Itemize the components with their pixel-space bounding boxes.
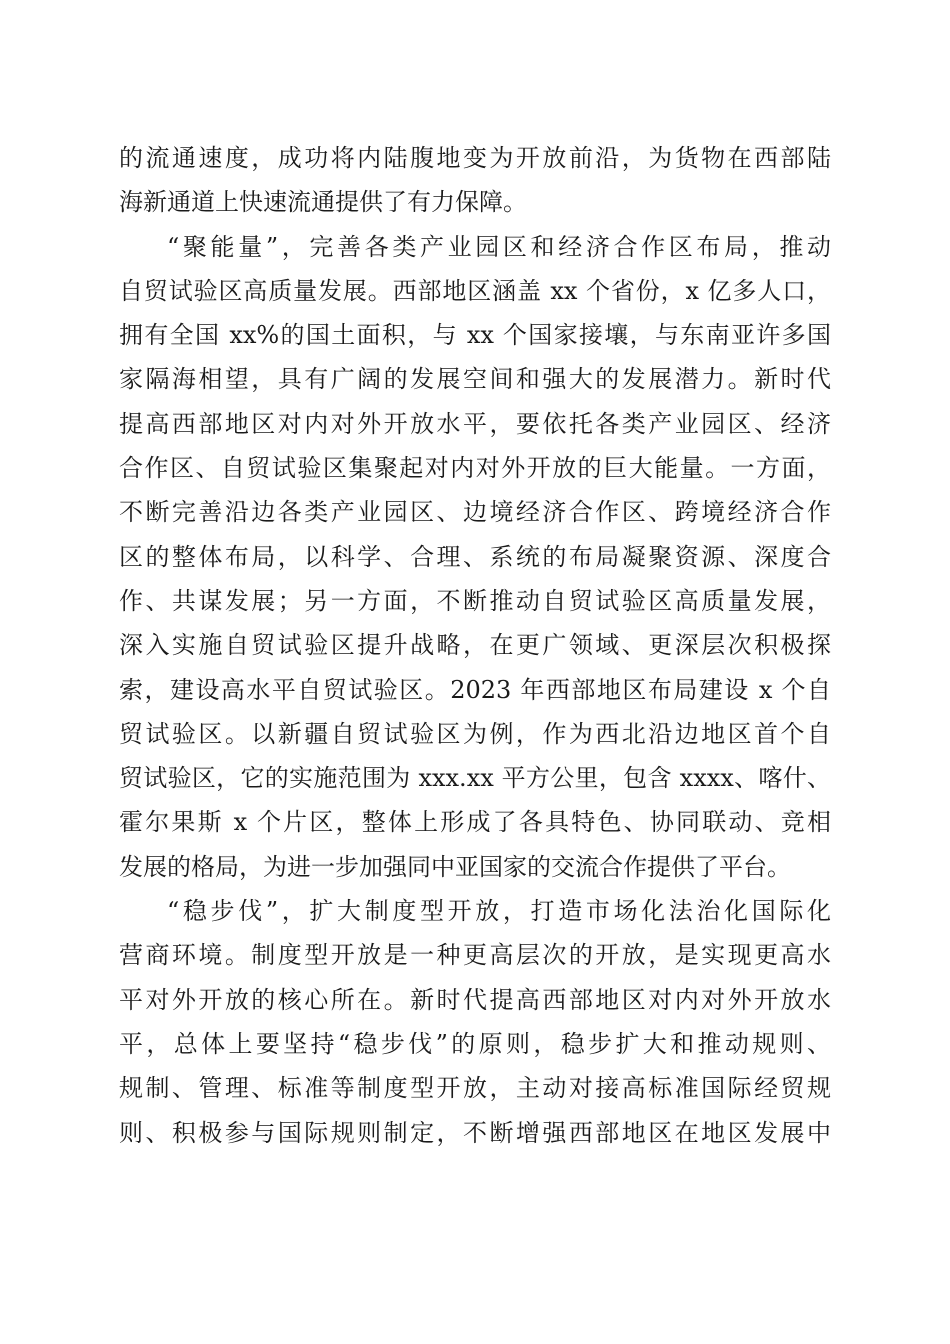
text-line: 作、共谋发展；另一方面，不断推动自贸试验区高质量发展，	[119, 586, 831, 615]
text-line: 发展的格局，为进一步加强同中亚国家的交流合作提供了平台。	[119, 852, 791, 881]
text-line: 的流通速度，成功将内陆腹地变为开放前沿，为货物在西部陆	[119, 144, 831, 172]
text-line: 家隔海相望，具有广阔的发展空间和强大的发展潜力。新时代	[119, 365, 831, 394]
text-line: 规制、管理、标准等制度型开放，主动对接高标准国际经贸规	[119, 1074, 831, 1103]
text-line: 贸试验区，它的实施范围为 xxx.xx 平方公里，包含 xxxx、喀什、	[119, 764, 831, 793]
text-line: 拥有全国 xx%的国土面积，与 xx 个国家接壤，与东南亚许多国	[119, 321, 831, 350]
text-line: 则、积极参与国际规则制定，不断增强西部地区在地区发展中	[119, 1118, 831, 1147]
text-line: 平，总体上要坚持“稳步伐”的原则，稳步扩大和推动规则、	[119, 1029, 831, 1058]
text-line: 自贸试验区高质量发展。西部地区涵盖 xx 个省份，x 亿多人口，	[119, 276, 831, 305]
text-line: 贸试验区。以新疆自贸试验区为例，作为西北沿边地区首个自	[119, 719, 831, 748]
body-text	[119, 136, 831, 1155]
text-line: 不断完善沿边各类产业园区、边境经济合作区、跨境经济合作	[119, 498, 831, 527]
text-line: 营商环境。制度型开放是一种更高层次的开放，是实现更高水	[119, 941, 831, 970]
text-line: 提高西部地区对内对外开放水平，要依托各类产业园区、经济	[119, 409, 831, 438]
text-line: 索，建设高水平自贸试验区。2023 年西部地区布局建设 x 个自	[119, 675, 831, 704]
text-line: 平对外开放的核心所在。新时代提高西部地区对内对外开放水	[119, 985, 831, 1014]
paragraph-start-line: “聚能量”，完善各类产业园区和经济合作区布局，推动	[167, 232, 831, 261]
text-line: 深入实施自贸试验区提升战略，在更广领域、更深层次积极探	[119, 631, 831, 660]
text-line: 合作区、自贸试验区集聚起对内对外开放的巨大能量。一方面，	[119, 454, 831, 483]
paragraph-start-line: “稳步伐”，扩大制度型开放，打造市场化法治化国际化	[167, 897, 831, 926]
text-line: 霍尔果斯 x 个片区，整体上形成了各具特色、协同联动、竞相	[119, 808, 831, 837]
text-line: 区的整体布局，以科学、合理、系统的布局凝聚资源、深度合	[119, 542, 831, 571]
text-line: 海新通道上快速流通提供了有力保障。	[119, 188, 527, 217]
